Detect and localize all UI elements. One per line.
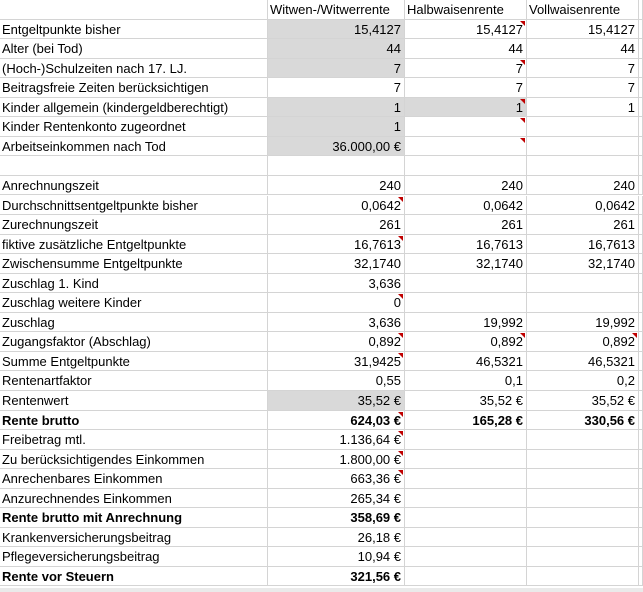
header-row — [0, 0, 643, 20]
row-label-cell[interactable]: Arbeitseinkommen nach Tod — [0, 137, 268, 157]
empty-cell[interactable] — [639, 352, 643, 372]
empty-cell[interactable] — [639, 254, 643, 274]
row-label-cell[interactable]: fiktive zusätzliche Entgeltpunkte — [0, 235, 268, 255]
value-cell[interactable]: 44 — [527, 39, 639, 59]
empty-cell[interactable] — [639, 215, 643, 235]
table-row — [0, 156, 643, 176]
sheet-bottom-edge — [0, 588, 643, 592]
value-cell[interactable]: 35,52 € — [268, 391, 405, 411]
value-cell[interactable]: 1.800,00 € — [268, 450, 405, 470]
table-row — [0, 469, 643, 489]
value-cell[interactable]: 3,636 — [268, 313, 405, 333]
value-cell[interactable] — [405, 137, 527, 157]
row-label-cell[interactable]: Rentenartfaktor — [0, 371, 268, 391]
row-label-cell[interactable]: Krankenversicherungsbeitrag — [0, 528, 268, 548]
value-cell[interactable]: 0,55 — [268, 371, 405, 391]
table-row — [0, 254, 643, 274]
empty-cell[interactable] — [639, 274, 643, 294]
value-cell[interactable] — [405, 156, 527, 176]
value-cell[interactable]: 0,1 — [405, 371, 527, 391]
row-label-cell[interactable]: Zurechnungszeit — [0, 215, 268, 235]
value-cell[interactable]: 10,94 € — [268, 547, 405, 567]
table-row — [0, 411, 643, 431]
row-label-cell[interactable]: Zuschlag weitere Kinder — [0, 293, 268, 313]
value-cell[interactable]: 0,0642 — [268, 196, 405, 216]
empty-cell[interactable] — [639, 469, 643, 489]
table-row — [0, 235, 643, 255]
value-cell[interactable]: 0,892 — [268, 332, 405, 352]
empty-cell[interactable] — [639, 411, 643, 431]
value-cell[interactable]: 0,2 — [527, 371, 639, 391]
value-cell[interactable]: 15,4127 — [527, 20, 639, 40]
table-row — [0, 59, 643, 79]
header-cell-label[interactable] — [0, 0, 268, 20]
empty-cell[interactable] — [639, 39, 643, 59]
value-cell[interactable] — [527, 469, 639, 489]
value-cell[interactable]: 7 — [268, 59, 405, 79]
empty-cell[interactable] — [639, 450, 643, 470]
value-cell[interactable]: 32,1740 — [405, 254, 527, 274]
value-cell[interactable]: 240 — [405, 176, 527, 196]
value-cell[interactable] — [405, 274, 527, 294]
header-cell-extra[interactable] — [639, 0, 643, 20]
empty-cell[interactable] — [639, 59, 643, 79]
row-label-cell[interactable]: Zu berücksichtigendes Einkommen — [0, 450, 268, 470]
table-row — [0, 489, 643, 509]
empty-cell[interactable] — [639, 313, 643, 333]
value-cell[interactable]: 16,7613 — [527, 235, 639, 255]
value-cell[interactable]: 19,992 — [405, 313, 527, 333]
value-cell[interactable] — [405, 528, 527, 548]
value-cell[interactable]: 261 — [268, 215, 405, 235]
value-cell[interactable]: 15,4127 — [405, 20, 527, 40]
empty-cell[interactable] — [639, 508, 643, 528]
row-label-cell[interactable]: Rente vor Steuern — [0, 567, 268, 587]
table-row — [0, 528, 643, 548]
value-cell[interactable] — [405, 430, 527, 450]
value-cell[interactable] — [527, 567, 639, 587]
table-row — [0, 196, 643, 216]
row-label-cell[interactable]: Pflegeversicherungsbeitrag — [0, 547, 268, 567]
row-label-cell[interactable]: (Hoch-)Schulzeiten nach 17. LJ. — [0, 59, 268, 79]
empty-cell[interactable] — [639, 332, 643, 352]
value-cell[interactable]: 0,0642 — [527, 196, 639, 216]
table-row — [0, 313, 643, 333]
value-cell[interactable]: 663,36 € — [268, 469, 405, 489]
value-cell[interactable]: 0 — [268, 293, 405, 313]
table-row — [0, 215, 643, 235]
value-cell[interactable]: 358,69 € — [268, 508, 405, 528]
header-cell-halbwaisen[interactable]: Halbwaisenrente — [405, 0, 527, 20]
empty-cell[interactable] — [639, 391, 643, 411]
row-label-cell[interactable]: Anrechnungszeit — [0, 176, 268, 196]
value-cell[interactable]: 7 — [268, 78, 405, 98]
value-cell[interactable]: 1 — [268, 117, 405, 137]
empty-cell[interactable] — [639, 98, 643, 118]
value-cell[interactable] — [527, 293, 639, 313]
value-cell[interactable]: 261 — [527, 215, 639, 235]
table-row — [0, 430, 643, 450]
header-cell-witwen[interactable]: Witwen-/Witwerrente — [268, 0, 405, 20]
value-cell[interactable]: 32,1740 — [268, 254, 405, 274]
value-cell[interactable] — [405, 547, 527, 567]
empty-cell[interactable] — [639, 430, 643, 450]
value-cell[interactable]: 261 — [405, 215, 527, 235]
value-cell[interactable]: 35,52 € — [405, 391, 527, 411]
value-cell[interactable] — [405, 508, 527, 528]
value-cell[interactable]: 240 — [527, 176, 639, 196]
value-cell[interactable]: 19,992 — [527, 313, 639, 333]
value-cell[interactable]: 7 — [405, 59, 527, 79]
empty-cell[interactable] — [639, 547, 643, 567]
table-row — [0, 450, 643, 470]
value-cell[interactable] — [405, 469, 527, 489]
value-cell[interactable]: 36.000,00 € — [268, 137, 405, 157]
value-cell[interactable] — [527, 547, 639, 567]
table-row — [0, 567, 643, 587]
value-cell[interactable] — [405, 450, 527, 470]
empty-cell[interactable] — [639, 78, 643, 98]
value-cell[interactable] — [527, 156, 639, 176]
row-label-cell[interactable]: Zuschlag 1. Kind — [0, 274, 268, 294]
value-cell[interactable]: 3,636 — [268, 274, 405, 294]
row-label-cell[interactable]: Kinder Rentenkonto zugeordnet — [0, 117, 268, 137]
empty-cell[interactable] — [639, 293, 643, 313]
value-cell[interactable]: 44 — [268, 39, 405, 59]
empty-cell[interactable] — [639, 489, 643, 509]
table-row — [0, 371, 643, 391]
header-cell-vollwaisen[interactable]: Vollwaisenrente — [527, 0, 639, 20]
row-label-cell[interactable]: Rente brutto mit Anrechnung — [0, 508, 268, 528]
value-cell[interactable]: 1.136,64 € — [268, 430, 405, 450]
row-label-cell[interactable]: Durchschnittsentgeltpunkte bisher — [0, 196, 268, 216]
table-row — [0, 98, 643, 118]
row-label-cell[interactable]: Entgeltpunkte bisher — [0, 20, 268, 40]
table-row — [0, 20, 643, 40]
value-cell[interactable] — [527, 430, 639, 450]
empty-cell[interactable] — [639, 235, 643, 255]
value-cell[interactable]: 15,4127 — [268, 20, 405, 40]
empty-cell[interactable] — [639, 117, 643, 137]
value-cell[interactable] — [527, 489, 639, 509]
value-cell[interactable] — [527, 137, 639, 157]
value-cell[interactable]: 1 — [527, 98, 639, 118]
table-row — [0, 391, 643, 411]
empty-cell[interactable] — [639, 528, 643, 548]
empty-cell[interactable] — [639, 196, 643, 216]
value-cell[interactable] — [405, 117, 527, 137]
value-cell[interactable]: 7 — [405, 78, 527, 98]
value-cell[interactable] — [268, 156, 405, 176]
table-row — [0, 274, 643, 294]
row-label-cell[interactable]: Beitragsfreie Zeiten berücksichtigen — [0, 78, 268, 98]
row-label-cell[interactable]: Alter (bei Tod) — [0, 39, 268, 59]
row-label-cell[interactable]: Zuschlag — [0, 313, 268, 333]
table-row — [0, 293, 643, 313]
value-cell[interactable]: 31,9425 — [268, 352, 405, 372]
row-label-cell[interactable]: Rente brutto — [0, 411, 268, 431]
value-cell[interactable]: 0,892 — [527, 332, 639, 352]
empty-cell[interactable] — [639, 156, 643, 176]
value-cell[interactable]: 7 — [527, 59, 639, 79]
table-row — [0, 78, 643, 98]
value-cell[interactable]: 44 — [405, 39, 527, 59]
table-row — [0, 508, 643, 528]
empty-cell[interactable] — [639, 567, 643, 587]
row-label-cell[interactable]: Summe Entgeltpunkte — [0, 352, 268, 372]
table-row — [0, 137, 643, 157]
table-row — [0, 39, 643, 59]
row-label-cell[interactable]: Zwischensumme Entgeltpunkte — [0, 254, 268, 274]
value-cell[interactable]: 330,56 € — [527, 411, 639, 431]
value-cell[interactable]: 1 — [405, 98, 527, 118]
table-row — [0, 547, 643, 567]
row-label-cell[interactable]: Rentenwert — [0, 391, 268, 411]
value-cell[interactable]: 165,28 € — [405, 411, 527, 431]
table-row — [0, 117, 643, 137]
value-cell[interactable]: 240 — [268, 176, 405, 196]
value-cell[interactable] — [527, 528, 639, 548]
value-cell[interactable] — [405, 293, 527, 313]
value-cell[interactable] — [405, 567, 527, 587]
empty-cell[interactable] — [639, 20, 643, 40]
value-cell[interactable]: 7 — [527, 78, 639, 98]
value-cell[interactable]: 624,03 € — [268, 411, 405, 431]
value-cell[interactable]: 0,0642 — [405, 196, 527, 216]
value-cell[interactable]: 321,56 € — [268, 567, 405, 587]
row-label-cell[interactable]: Anrechenbares Einkommen — [0, 469, 268, 489]
value-cell[interactable]: 46,5321 — [527, 352, 639, 372]
value-cell[interactable]: 32,1740 — [527, 254, 639, 274]
row-label-cell[interactable]: Anzurechnendes Einkommen — [0, 489, 268, 509]
table-row — [0, 176, 643, 196]
value-cell[interactable] — [405, 489, 527, 509]
value-cell[interactable]: 46,5321 — [405, 352, 527, 372]
empty-cell[interactable] — [639, 371, 643, 391]
value-cell[interactable]: 0,892 — [405, 332, 527, 352]
row-label-cell[interactable]: Freibetrag mtl. — [0, 430, 268, 450]
value-cell[interactable] — [527, 450, 639, 470]
table-row — [0, 332, 643, 352]
empty-cell[interactable] — [639, 137, 643, 157]
row-label-cell[interactable]: Zugangsfaktor (Abschlag) — [0, 332, 268, 352]
value-cell[interactable]: 1 — [268, 98, 405, 118]
value-cell[interactable]: 265,34 € — [268, 489, 405, 509]
table-row — [0, 352, 643, 372]
value-cell[interactable]: 35,52 € — [527, 391, 639, 411]
value-cell[interactable]: 26,18 € — [268, 528, 405, 548]
value-cell[interactable]: 16,7613 — [268, 235, 405, 255]
empty-cell[interactable] — [639, 176, 643, 196]
row-label-cell[interactable]: Kinder allgemein (kindergeldberechtigt) — [0, 98, 268, 118]
row-label-cell[interactable] — [0, 156, 268, 176]
value-cell[interactable] — [527, 274, 639, 294]
value-cell[interactable] — [527, 508, 639, 528]
value-cell[interactable] — [527, 117, 639, 137]
value-cell[interactable]: 16,7613 — [405, 235, 527, 255]
